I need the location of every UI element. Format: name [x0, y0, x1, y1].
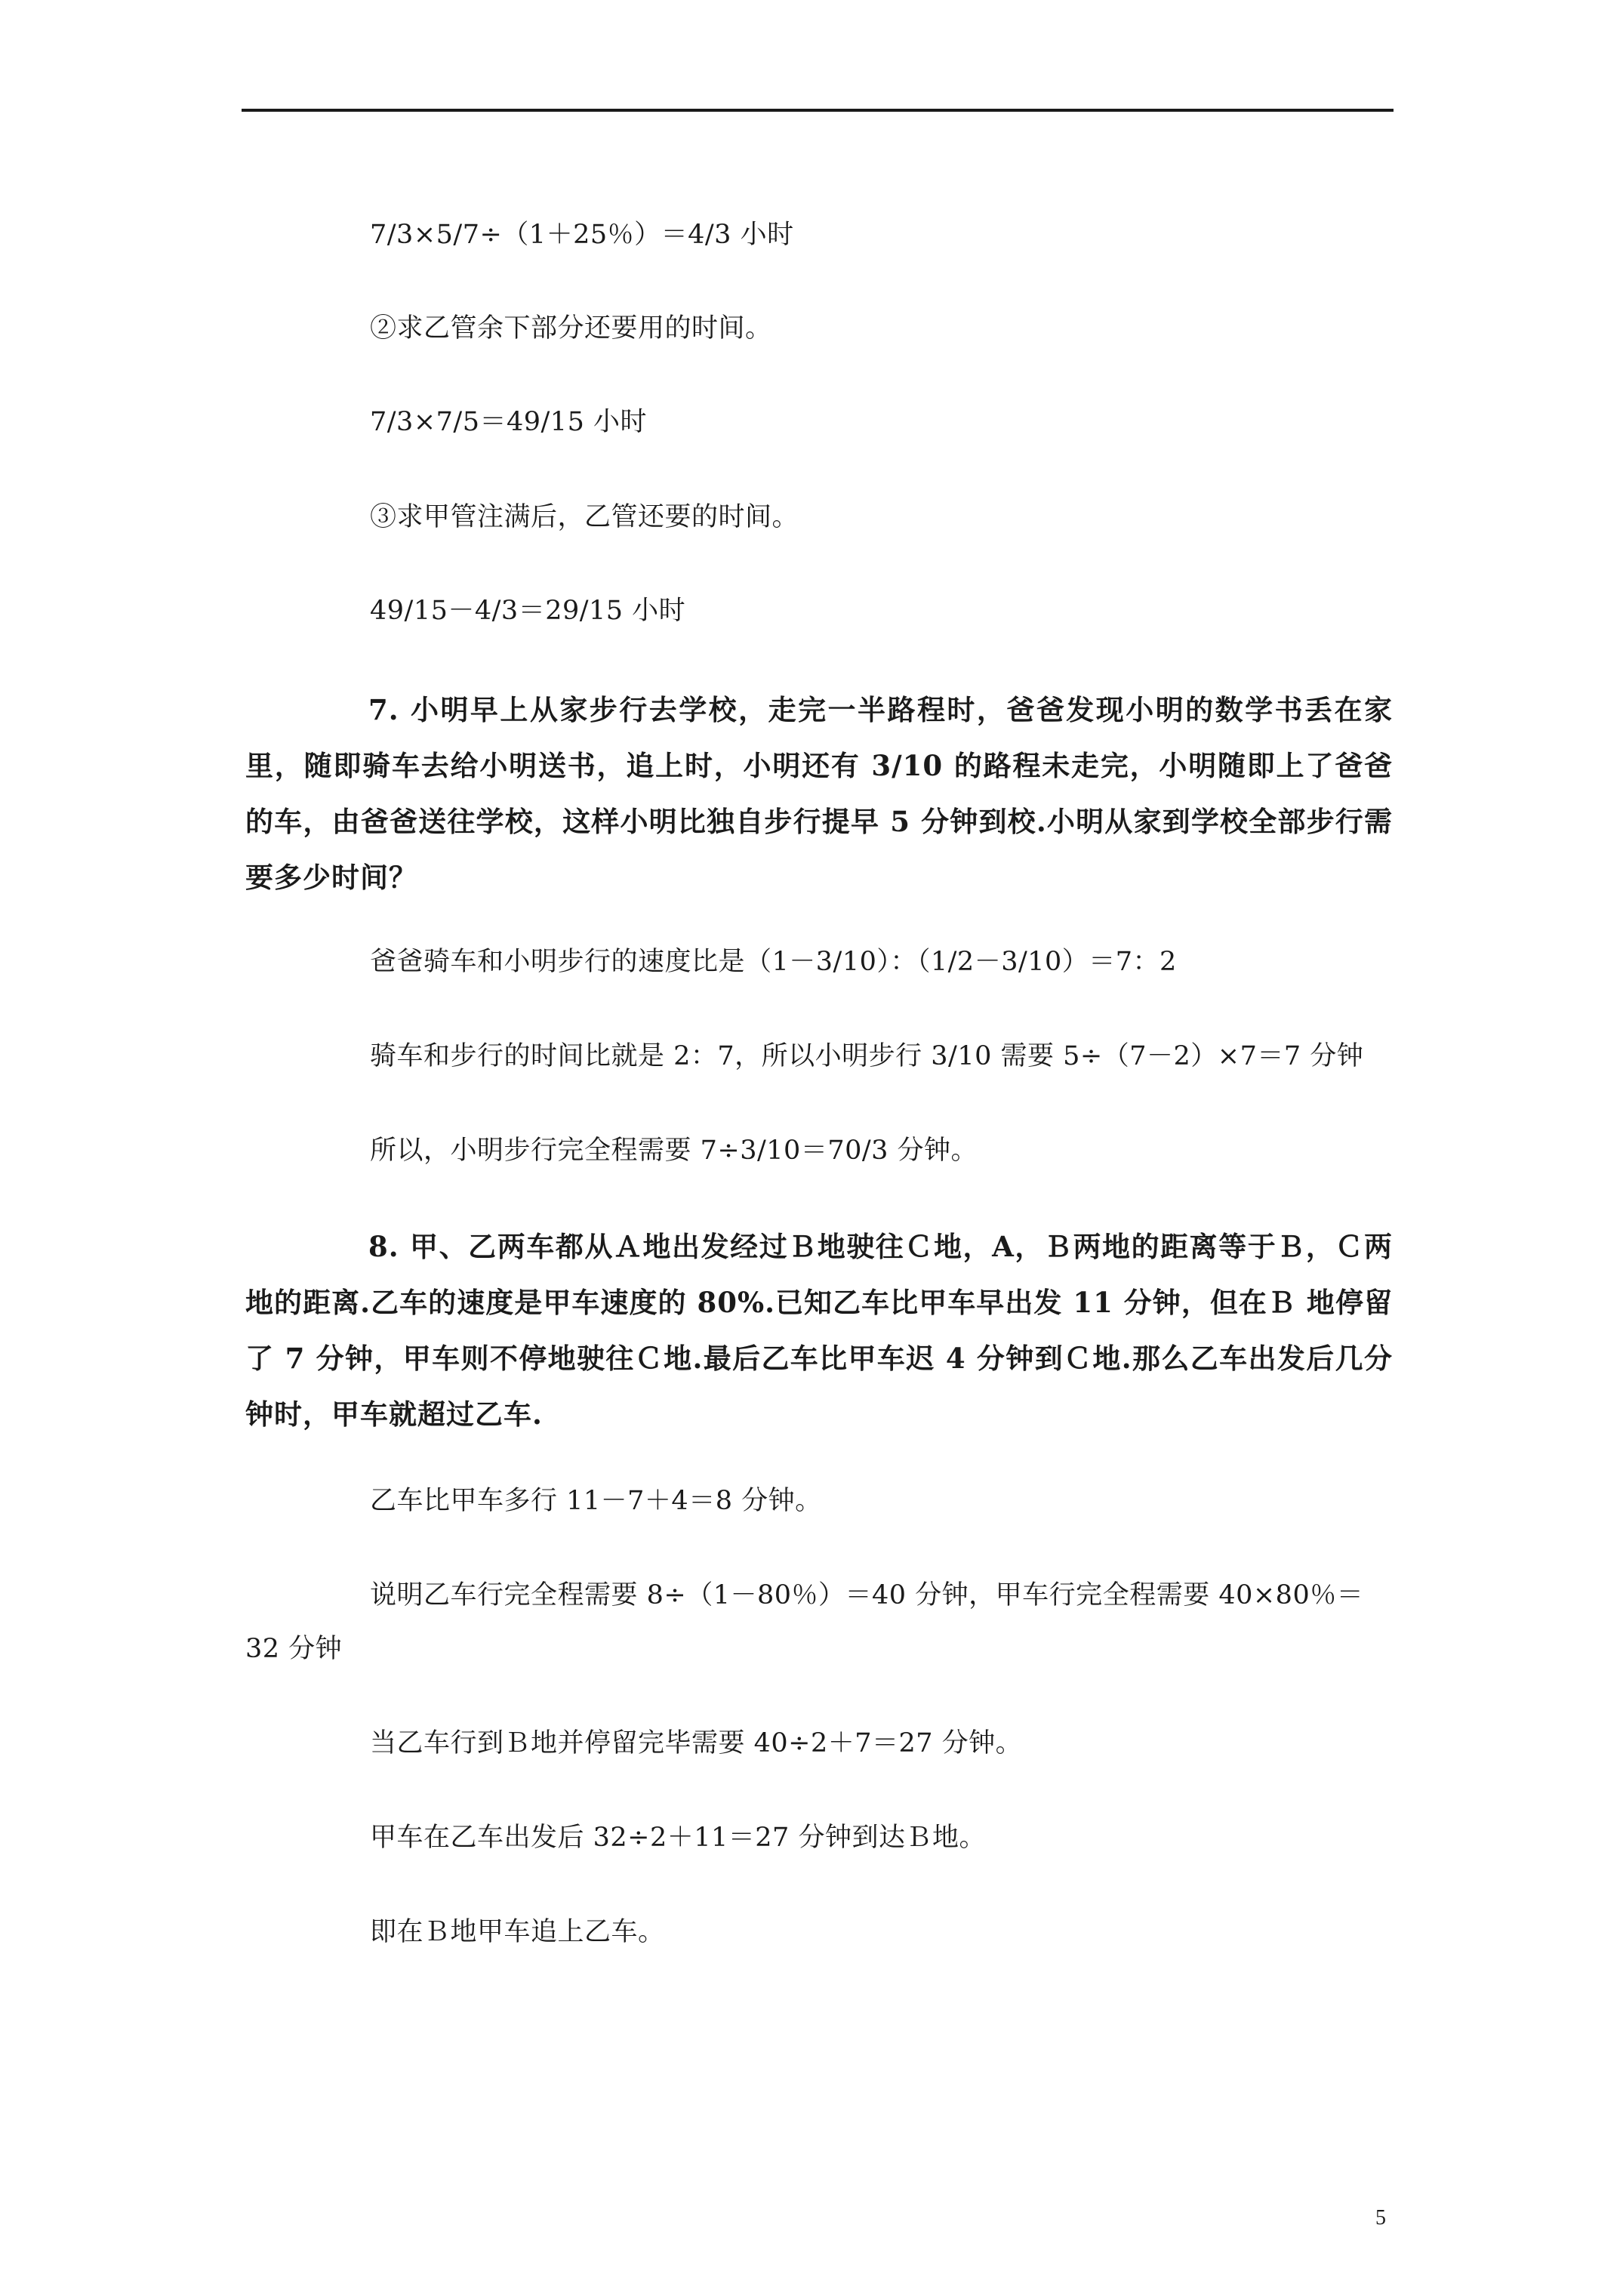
calc-line-2: 7/3×7/5＝49/15 小时: [370, 407, 647, 437]
problem-8-solution-line: 甲车在乙车出发后 32÷2＋11＝27 分钟到达Ｂ地。: [370, 1823, 986, 1853]
problem-8-solution-line: 说明乙车行完全程需要 8÷（1－80％）＝40 分钟，甲车行完全程需要 40×80％＝: [370, 1580, 1364, 1610]
problem-8-solution-line: 当乙车行到Ｂ地并停留完毕需要 40÷2＋7＝27 分钟。: [370, 1728, 1023, 1758]
header-rule: [242, 109, 1394, 112]
problem-8-solution-line: 即在Ｂ地甲车追上乙车。: [370, 1917, 665, 1947]
problem-8-text: 8. 甲、乙两车都从Ａ地出发经过Ｂ地驶往Ｃ地，A，Ｂ两地的距离等于Ｂ，Ｃ两地的距离.乙车的速度是甲车速度的 80%.已知乙车比甲车早出发 11 分钟，但在Ｂ 地停留了 7 分钟，甲车则不停地驶往Ｃ地.最后乙车比甲车迟 4 分钟到Ｃ地.那么乙车出发后几分钟时，甲车就超过乙车.: [245, 1230, 1393, 1431]
problem-7-solution-line: 骑车和步行的时间比就是 2：7，所以小明步行 3/10 需要 5÷（7－2）×7＝7 分钟: [370, 1041, 1364, 1071]
problem-7-text: 7. 小明早上从家步行去学校，走完一半路程时，爸爸发现小明的数学书丢在家里，随即骑车去给小明送书，追上时，小明还有 3/10 的路程未走完，小明随即上了爸爸的车，由爸爸送往学校，这样小明比独自步行提早 5 分钟到校.小明从家到学校全部步行需要多少时间？: [245, 693, 1393, 894]
page-number: 5: [1375, 2206, 1386, 2230]
calc-line-3: 49/15－4/3＝29/15 小时: [370, 596, 686, 626]
calc-line-1: 7/3×5/7÷（1＋25％）＝4/3 小时: [370, 220, 794, 250]
problem-8-solution-line: 32 分钟: [245, 1634, 343, 1664]
problem-7-solution-line: 爸爸骑车和小明步行的速度比是（1－3/10）：（1/2－3/10）＝7：2: [370, 947, 1177, 977]
step-3-heading: ③求甲管注满后，乙管还要的时间。: [370, 502, 799, 532]
step-2-heading: ②求乙管余下部分还要用的时间。: [370, 313, 772, 344]
problem-8-solution-line: 乙车比甲车多行 11－7＋4＝8 分钟。: [370, 1486, 822, 1516]
problem-7-solution-line: 所以，小明步行完全程需要 7÷3/10＝70/3 分钟。: [370, 1136, 978, 1166]
